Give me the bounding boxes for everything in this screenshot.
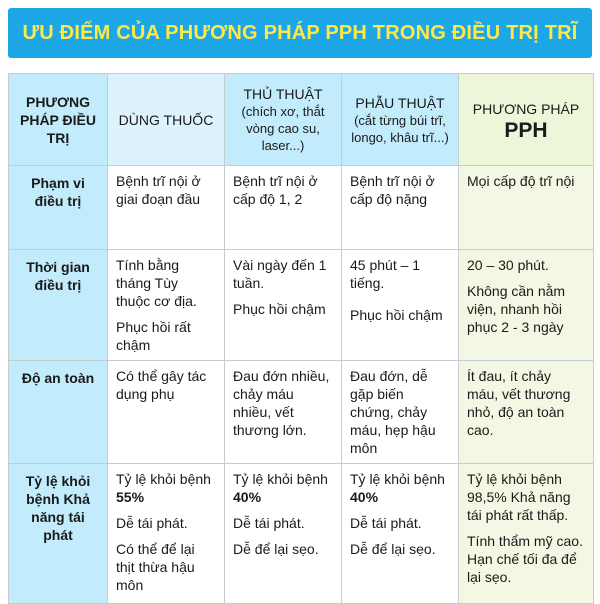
table-cell: Có thể gây tác dụng phụ xyxy=(108,361,225,464)
table-cell: Đau đớn nhiều, chảy máu nhiều, vết thương lớn. xyxy=(225,361,342,464)
row-label: Phạm vi điều trị xyxy=(9,166,108,250)
cure-rate: 55% xyxy=(116,489,145,505)
table-cell-pph: Mọi cấp độ trĩ nội xyxy=(459,166,594,250)
header-method xyxy=(9,74,108,166)
table-cell xyxy=(225,464,342,604)
cell-text: Không cần nằm viện, nhanh hồi phục 2 - 3 ngày xyxy=(467,283,566,335)
header-method-label: PHƯƠNG PHÁP ĐIỀU TRỊ xyxy=(20,93,96,146)
cell-text: Phục hồi chậm xyxy=(350,307,443,323)
table-row xyxy=(9,361,594,464)
cell-text: Dễ tái phát. xyxy=(233,515,305,531)
table-cell: Bệnh trĩ nội ở giai đoạn đầu xyxy=(108,166,225,250)
page-title: ƯU ĐIỂM CỦA PHƯƠNG PHÁP PPH TRONG ĐIỀU TRỊ TRĨ xyxy=(22,21,578,44)
header-surgery-sub: (cắt từng búi trĩ, longo, khâu trĩ...) xyxy=(351,112,449,145)
table-cell-pph xyxy=(459,250,594,361)
table-cell: Bệnh trĩ nội ở cấp độ nặng xyxy=(342,166,459,250)
header-medicine xyxy=(108,74,225,166)
table-cell xyxy=(342,464,459,604)
header-procedure-sub: (chích xơ, thắt vòng cao su, laser...) xyxy=(241,104,325,153)
table-cell xyxy=(225,250,342,361)
cell-text: Tỷ lệ khỏi bệnh xyxy=(350,471,445,487)
header-pph-big: PPH xyxy=(504,118,548,142)
header-surgery-title: PHẪU THUẬT xyxy=(355,94,445,111)
cell-text: Dễ để lại sẹo. xyxy=(350,541,436,557)
cure-rate: 40% xyxy=(350,489,379,505)
table-row xyxy=(9,250,594,361)
title-banner xyxy=(8,8,592,58)
table-row xyxy=(9,166,594,250)
header-pph-title: PHƯƠNG PHÁP xyxy=(472,100,580,117)
header-surgery xyxy=(342,74,459,166)
table-cell-pph xyxy=(459,464,594,604)
cell-text: Tỷ lệ khỏi bệnh xyxy=(233,471,328,487)
cell-text: 45 phút – 1 tiếng. xyxy=(350,257,421,291)
header-procedure xyxy=(225,74,342,166)
table-header-row xyxy=(9,74,594,166)
cell-text: Tỷ lệ khỏi bệnh 98,5% Khả năng tái phát rất thấp. xyxy=(467,471,571,523)
cell-text: 20 – 30 phút. xyxy=(467,257,549,273)
table-cell xyxy=(342,250,459,361)
table-cell xyxy=(108,464,225,604)
table-cell-pph: Ít đau, ít chảy máu, vết thương nhỏ, độ an toàn cao. xyxy=(459,361,594,464)
table-row xyxy=(9,464,594,604)
cure-rate: 40% xyxy=(233,489,262,505)
cell-text: Phục hồi chậm xyxy=(233,301,326,317)
comparison-table xyxy=(8,73,594,604)
row-label: Thời gian điều trị xyxy=(9,250,108,361)
cell-text: Dễ tái phát. xyxy=(116,515,188,531)
header-procedure-title: THỦ THUẬT xyxy=(243,86,323,102)
row-label: Tỷ lệ khỏi bệnh Khả năng tái phát xyxy=(9,464,108,604)
table-cell: Bệnh trĩ nội ở cấp độ 1, 2 xyxy=(225,166,342,250)
cell-text: Có thể để lại thịt thừa hậu môn xyxy=(116,541,195,593)
cell-text: Tính bằng tháng Tùy thuộc cơ địa. xyxy=(116,257,197,309)
table-cell: Đau đớn, dễ gặp biến chứng, chảy máu, hẹp hậu môn xyxy=(342,361,459,464)
cell-text: Tính thẩm mỹ cao. Hạn chế tối đa để lại sẹo. xyxy=(467,533,583,585)
table-cell xyxy=(108,250,225,361)
header-medicine-label: DÙNG THUỐC xyxy=(118,111,214,128)
cell-text: Dễ để lại sẹo. xyxy=(233,541,319,557)
cell-text: Vài ngày đến 1 tuần. xyxy=(233,257,327,291)
cell-text: Dễ tái phát. xyxy=(350,515,422,531)
row-label: Độ an toàn xyxy=(9,361,108,464)
header-pph xyxy=(459,74,594,166)
cell-text: Tỷ lệ khỏi bệnh xyxy=(116,471,211,487)
cell-text: Phục hồi rất chậm xyxy=(116,319,191,353)
